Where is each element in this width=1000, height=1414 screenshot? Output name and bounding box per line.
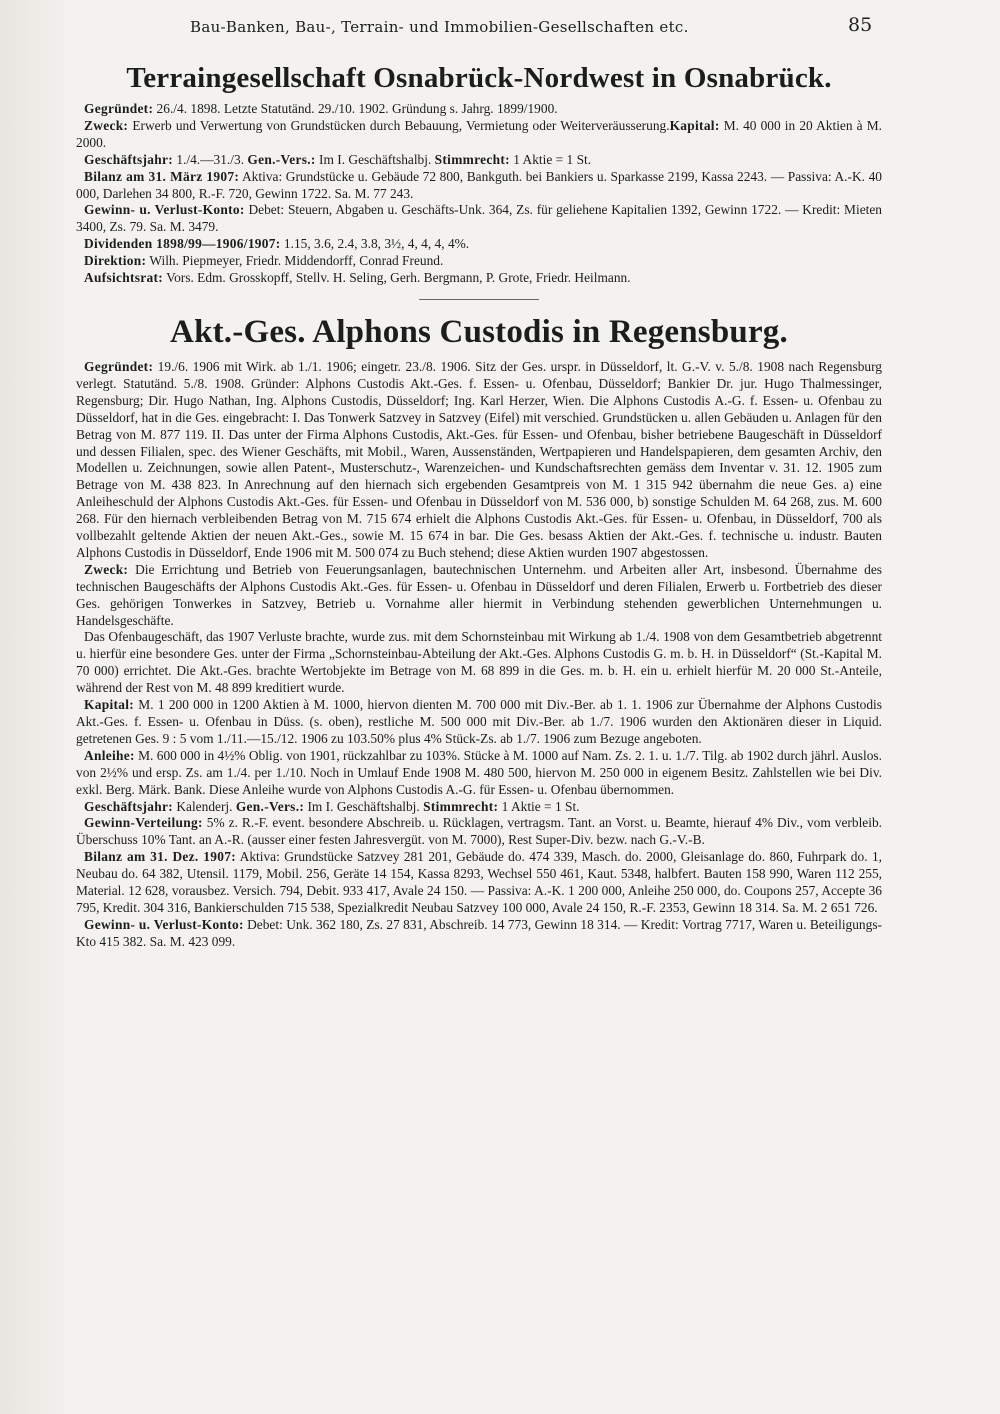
entry-text: M. 40 000 in 20 Aktien à M. 2000. (76, 117, 882, 150)
entry-text: M. 600 000 in 4½% Oblig. von 1901, rückzahlbar zu 103%. Stücke à M. 1000 auf Nam. Zs. 2. 1. u. 1./7. Tilg. ab 1902 durch jährl. Auslos. von 2½% und ersp. Zs. am 1./4. per 1./10. Noch in Umlauf Ende 1908 M. 480 500, hiervon M. 250 000 in eigenem Besitz. Zahlstellen wie bei Div. exkl. Berg. Märk. Bank. Diese Anleihe wurde von Alphons Custodis A.-G. für Essen- u. Ofenbau übernommen. (76, 747, 882, 797)
entry-text: Debet: Steuern, Abgaben u. Geschäfts-Unk. 364, Zs. für geliehene Kapitalien 1392, Gewinn 1722. — Kredit: Mieten 3400, Zs. 79. Sa. M. 3479. (76, 202, 882, 235)
entry-text: 1./4.—31./3. (173, 151, 248, 167)
entry-text: Kalenderj. (173, 798, 236, 814)
entry-paragraph (76, 270, 882, 287)
entry-text: Erwerb und Verwertung von Grundstücken durch Bebauung, Vermietung oder Weiterveräusserung. (128, 117, 670, 133)
entry-label: Stimmrecht: (423, 798, 499, 814)
entry-text: Im I. Geschäftshalbj. (315, 151, 435, 167)
entry-paragraph (76, 359, 882, 562)
entry-paragraph (76, 629, 882, 697)
entry-label: Bilanz am 31. März 1907: (84, 168, 240, 184)
entry-paragraph (76, 815, 882, 849)
entry-paragraph (76, 253, 882, 270)
entry-label: Geschäftsjahr: (84, 151, 173, 167)
entry-label: Zweck: (84, 561, 129, 577)
entry-label: Bilanz am 31. Dez. 1907: (84, 849, 236, 865)
entry-text: 1 Aktie = 1 St. (509, 151, 592, 167)
company-entry-osnabrueck (76, 101, 882, 287)
entry-text: 1 Aktie = 1 St. (498, 798, 580, 814)
scan-shadow (0, 0, 70, 1414)
entry-label: Gewinn-Verteilung: (84, 815, 203, 831)
entry-text: Aktiva: Grundstücke u. Gebäude 72 800, Bankguth. bei Bankiers u. Sparkasse 2199, Kassa 2243. — Passiva: A.-K. 40 000, Darlehen 34 800, R.-F. 720, Gewinn 1722. Sa. M. 77 243. (76, 168, 882, 201)
entry-paragraph (76, 849, 882, 917)
entry-label: Gewinn- u. Verlust-Konto: (84, 202, 245, 218)
running-head: Bau-Banken, Bau-, Terrain- und Immobilien-Gesellschaften etc. (190, 18, 689, 36)
entry-paragraph (76, 917, 882, 951)
entry-paragraph (76, 799, 882, 816)
entry-text: 26./4. 1898. Letzte Statutänd. 29./10. 1902. Gründung s. Jahrg. 1899/1900. (153, 101, 558, 116)
entry-paragraph (76, 118, 882, 152)
entry-text: 5% z. R.-F. event. besondere Abschreib. u. Rücklagen, vertragsm. Tant. an Vorst. u. Beamte, hierauf 4% Div., vom verbleib. Überschuss 10% Tant. an A.-R. (ausser einer festen Jahresvergüt. von M. 7000), Rest Super-Div. bezw. nach G.-V.-B. (76, 815, 882, 848)
company-title-osnabrueck: Terraingesellschaft Osnabrück-Nordwest in Osnabrück. (126, 62, 832, 94)
entry-text: Im I. Geschäftshalbj. (304, 798, 424, 814)
entry-label: Kapital: (84, 697, 135, 713)
entry-label: Gen.-Vers.: (247, 151, 316, 167)
entry-label: Geschäftsjahr: (84, 798, 173, 814)
entry-label: Dividenden 1898/99—1906/1907: (84, 236, 281, 252)
entry-paragraph (76, 236, 882, 253)
entry-label: Stimmrecht: (434, 151, 510, 167)
entry-text: Wilh. Piepmeyer, Friedr. Middendorff, Conrad Freund. (146, 253, 444, 269)
section-divider (419, 299, 539, 300)
entry-text: 19./6. 1906 mit Wirk. ab 1./1. 1906; eingetr. 23./8. 1906. Sitz der Ges. urspr. in Düsseldorf, lt. G.-V. v. 5./8. 1908 nach Regensburg verlegt. Statutänd. 5./8. 1908. Gründer: Alphons Custodis Akt.-Ges. f. Essen- u. Ofenbau, Düsseldorf; Bankier Dr. jur. Hugo Thalmessinger, Regensburg; Dir. Hugo Nathan, Ing. Alphons Custodis, Düsseldorf; Ing. Karl Herzer, Wien. Die Alphons Custodis A.-G. f. Essen- u. Ofenbau zu Düsseldorf, hat in die Ges. eingebracht: I. Das Tonwerk Satzvey in Satzvey (Eifel) mit verschied. Grundstücken u. allen Gebäuden u. Anlagen für den Betrag von M. 877 119. II. Das unter der Firma Alphons Custodis, Akt.-Ges. für Essen- und Ofenbau, bisher betriebene Baugeschäft in Düsseldorf und dessen Filialen, spec. des Wiener Geschäfts, mit Mobil., Waren, Aussenständen, Wertpapieren und Handelspapieren, dem gesamten Archiv, den Modellen u. Zeichnungen, sowie allen Patent-, Musterschutz-, Warenzeichen- und Kundschaftsrechten gemäss dem Inventar v. 31. 12. 1905 zum Betrage von M. 438 823. In Anrechnung auf den hiernach sich ergebenden Gesamtpreis von M. 1 315 942 übernahm die neue Ges. a) eine Anleiheschuld der Alphons Custodis Akt.-Ges. für Essen- und Ofenbau in Düsseldorf von M. 536 000, b) sonstige Schulden M. 64 268, zus. M. 600 268. Für den hiernach verbleibenden Betrag von M. 715 674 erhielt die Alphons Custodis Akt.-Ges. für Essen- u. Ofenbau, in Düsseldorf, 700 als vollbezahlt geltende Aktien der neuen Akt.-Ges., sowie M. 15 674 in bar. Die Ges. besass Aktien der Akt.-Ges. f. technische u. industr. Bauten Alphons Custodis in Düsseldorf, Ende 1906 mit M. 500 074 zu Buch stehend; diese Aktien wurden 1907 abgestossen. (76, 358, 882, 560)
entry-label: Zweck: (84, 117, 129, 133)
entry-text: Debet: Unk. 362 180, Zs. 27 831, Abschreib. 14 773, Gewinn 18 314. — Kredit: Vortrag 7717, Waren u. Beteiligungs-Kto 415 382. Sa. M. 423 099. (76, 916, 882, 949)
entry-paragraph (76, 101, 882, 118)
entry-paragraph (76, 697, 882, 748)
entry-label: Gegründet: (84, 358, 154, 374)
entry-label: Aufsichtsrat: (84, 270, 164, 286)
entry-paragraph (76, 169, 882, 203)
entry-label: Gewinn- u. Verlust-Konto: (84, 916, 244, 932)
entry-paragraph (76, 202, 882, 236)
entry-text: Das Ofenbaugeschäft, das 1907 Verluste brachte, wurde zus. mit dem Schornsteinbau mit Wirkung ab 1./4. 1908 von dem Gesamtbetrieb abgetrennt u. hierfür eine besondere Ges. unter der Firma „Schornsteinbau-Abteilung der Akt.-Ges. Alphons Custodis G. m. b. H. in Düsseldorf“ (St.-Kapital M. 70 000) errichtet. Die Akt.-Ges. brachte Wertobjekte im Betrage von M. 68 899 in die Ges. m. b. H. ein u. erhielt hierfür M. 20 000 St.-Anteile, während der Rest von M. 48 899 kreditiert wurde. (76, 629, 882, 696)
text-column (76, 62, 882, 951)
entry-label: Kapital: (669, 117, 720, 133)
company-entry-custodis (76, 359, 882, 951)
entry-paragraph (76, 748, 882, 799)
entry-text: Aktiva: Grundstücke Satzvey 281 201, Gebäude do. 474 339, Masch. do. 2000, Gleisanlage do. 860, Fuhrpark do. 1, Neubau do. 64 382, Utensil. 1179, Mobil. 256, Geräte 14 154, Kassa 8293, Wechsel 550 461, Kaut. 5348, halbfert. Bauten 158 990, Waren 112 255, Material. 12 628, vorausbez. Versich. 794, Debit. 933 417, Avale 24 150. — Passiva: A.-K. 1 200 000, Anleihe 250 000, do. Coupons 257, Accepte 36 795, Kredit. 304 316, Bankierschulden 715 538, Spezialkredit Neubau Satzvey 100 000, Avale 24 150, R.-F. 2353, Gewinn 18 314. Sa. M. 2 651 726. (76, 849, 882, 915)
entry-label: Gen.-Vers.: (235, 798, 305, 814)
entry-text: M. 1 200 000 in 1200 Aktien à M. 1000, hiervon dienten M. 700 000 mit Div.-Ber. ab 1. 1. 1906 zur Übernahme der Alphons Custodis Akt.-Ges. f. Essen- u. Ofenbau in Düss. (s. oben), restliche M. 500 000 mit Div.-Ber. ab 1./7. 1906 wurden den Aktionären dieser in Liquid. getretenen Ges. 9 : 5 vom 1./11.—15./12. 1906 zu 103.50% plus 4% Stück-Zs. ab 1./7. 1906 zum Bezuge angeboten. (76, 697, 882, 746)
entry-label: Direktion: (84, 253, 147, 269)
entry-text: Die Errichtung und Betrieb von Feuerungsanlagen, bautechnischen Unternehm. und Arbeiten aller Art, insbesond. Übernahme des technischen Baugeschäfts der Alphons Custodis Akt.-Ges. für Essen- u. Ofenbau in Düsseldorf und deren Filialen, Erwerb u. Fortbetrieb des dieser Ges. gehörigen Tonwerkes in Satzvey, Betrieb u. Vornahme aller hiermit in Verbindung stehenden gewerblichen Unternehmungen u. Handelsgeschäfte. (76, 561, 882, 628)
entry-text: 1.15, 3.6, 2.4, 3.8, 3½, 4, 4, 4, 4%. (280, 236, 470, 252)
entry-label: Anleihe: (84, 747, 135, 763)
entry-text: Vors. Edm. Grosskopff, Stellv. H. Seling, Gerh. Bergmann, P. Grote, Friedr. Heilmann. (163, 270, 631, 286)
entry-paragraph (76, 152, 882, 169)
entry-label: Gegründet: (84, 101, 154, 116)
page-number: 85 (848, 14, 873, 36)
company-title-custodis: Akt.-Ges. Alphons Custodis in Regensburg. (170, 313, 788, 350)
entry-paragraph (76, 562, 882, 630)
